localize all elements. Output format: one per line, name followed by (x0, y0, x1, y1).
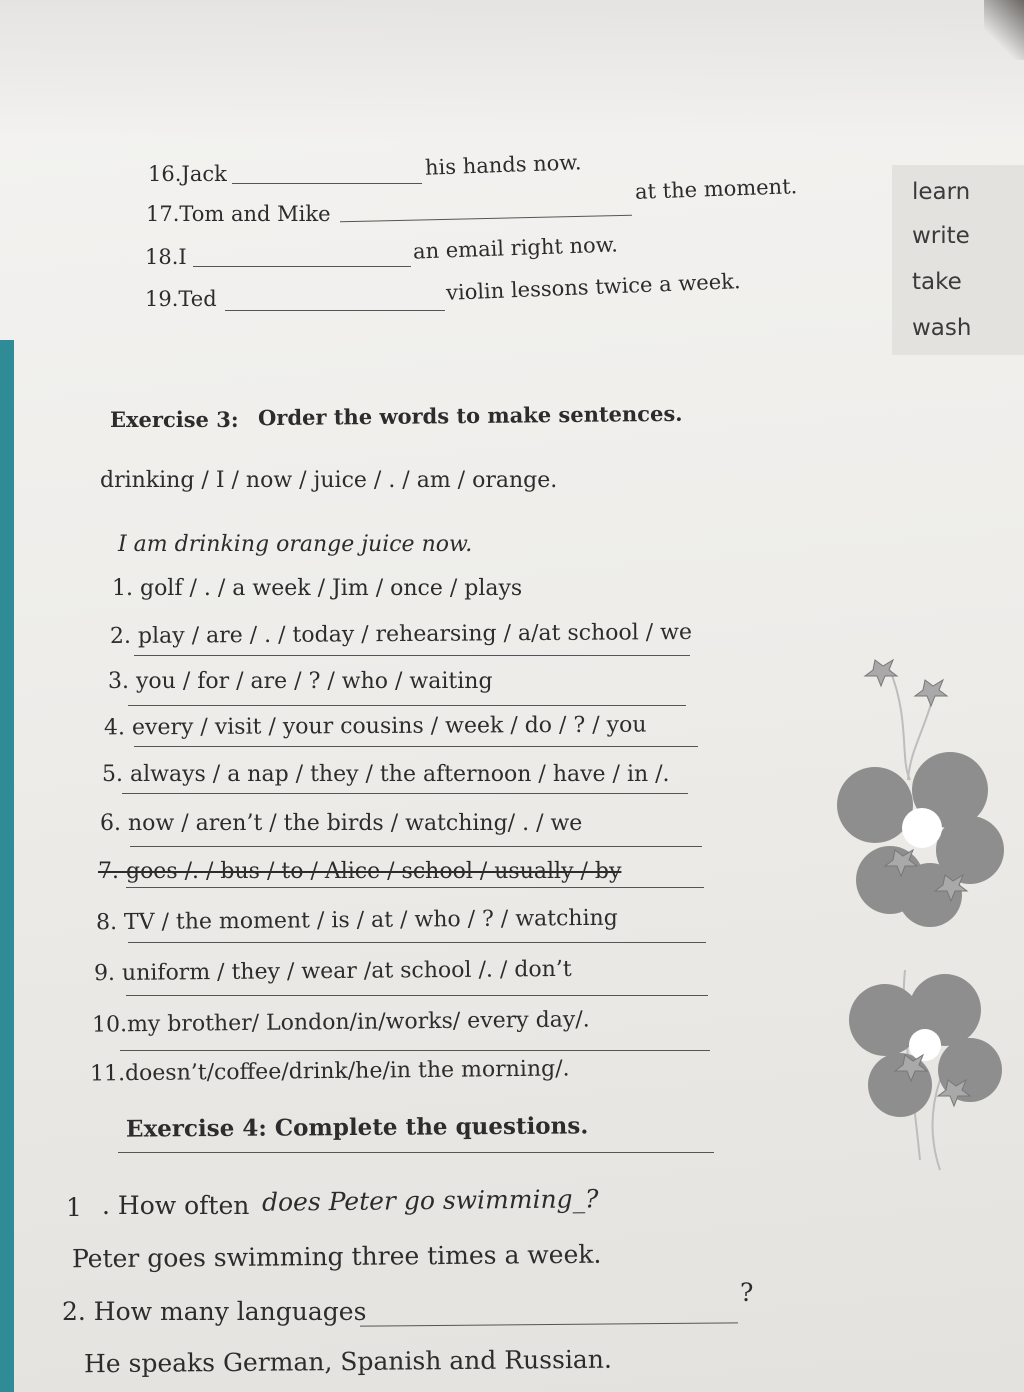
flower-decoration (830, 640, 1024, 1180)
answer-line-4 (134, 746, 698, 747)
item-19-number: 19.Ted (145, 287, 217, 311)
order-item-4: 4. every / visit / your cousins / week / do / ? / you (103, 712, 647, 741)
word-learn: learn (912, 179, 971, 205)
item-18-blank (193, 266, 411, 267)
order-item-10: 10.my brother/ London/in/works/ every day/. (91, 1007, 590, 1038)
example-prompt: drinking / I / now / juice / . / am / orange. (100, 468, 558, 493)
q1-number: 1 (66, 1193, 82, 1222)
exercise-3-label: Exercise 3: (110, 407, 239, 432)
item-17-number: 17.Tom and Mike (146, 202, 331, 226)
order-item-9: 9. uniform / they / wear /at school /. / don’t (93, 956, 572, 987)
order-item-1: 1. golf / . / a week / Jim / once / plays (112, 576, 523, 601)
order-item-5: 5. always / a nap / they / the afternoon / have / in /. (102, 762, 670, 787)
answer-line-8 (128, 942, 706, 943)
item-18-number: 18.I (145, 245, 187, 269)
answer-line-9 (126, 995, 708, 996)
q1-answer: does Peter go swimming_? (261, 1184, 599, 1217)
answer-line-11 (118, 1152, 714, 1153)
page-shadow (0, 0, 1024, 140)
q2-statement: He speaks German, Spanish and Russian. (83, 1344, 612, 1379)
order-item-2: 2. play / are / . / today / rehearsing / a/at school / we (109, 619, 693, 650)
item-18-text: an email right now. (412, 232, 619, 264)
order-item-3: 3. you / for / are / ? / who / waiting (108, 669, 493, 694)
item-19-blank (225, 310, 445, 311)
word-box (892, 165, 1024, 355)
answer-line-2 (134, 655, 690, 656)
word-take: take (912, 269, 962, 295)
example-answer: I am drinking orange juice now. (118, 532, 473, 557)
item-16-number: 16.Jack (148, 162, 227, 186)
q2-prefix: 2. How many languages (62, 1297, 367, 1326)
order-item-7: 7. goes /. / bus / to / Alice / school / usually / by (98, 859, 622, 884)
item-19-text: violin lessons twice a week. (445, 269, 741, 305)
item-16-text: his hands now. (424, 150, 582, 180)
answer-line-10 (120, 1050, 710, 1051)
item-17-text: at the moment. (634, 174, 798, 204)
exercise-3-title: Order the words to make sentences. (257, 400, 683, 431)
answer-line-5 (122, 793, 688, 794)
order-item-6: 6. now / aren’t / the birds / watching/ . / we (100, 811, 583, 836)
item-16-blank (232, 183, 422, 184)
exercise-4-title: Exercise 4: Complete the questions. (125, 1112, 589, 1143)
q2-question-mark: ? (740, 1278, 754, 1307)
order-item-8: 8. TV / the moment / is / at / who / ? / watching (95, 905, 618, 936)
q1-statement: Peter goes swimming three times a week. (71, 1239, 602, 1274)
word-wash: wash (912, 315, 972, 341)
word-write: write (912, 223, 970, 249)
left-color-tab (0, 340, 14, 1392)
answer-line-7 (126, 887, 704, 888)
q1-prefix: . How often (102, 1191, 250, 1220)
page-corner-shadow (984, 0, 1024, 60)
answer-line-6 (130, 846, 702, 847)
answer-line-3 (128, 705, 686, 706)
order-item-11: 11.doesn’t/coffee/drink/he/in the morning/. (89, 1056, 570, 1087)
